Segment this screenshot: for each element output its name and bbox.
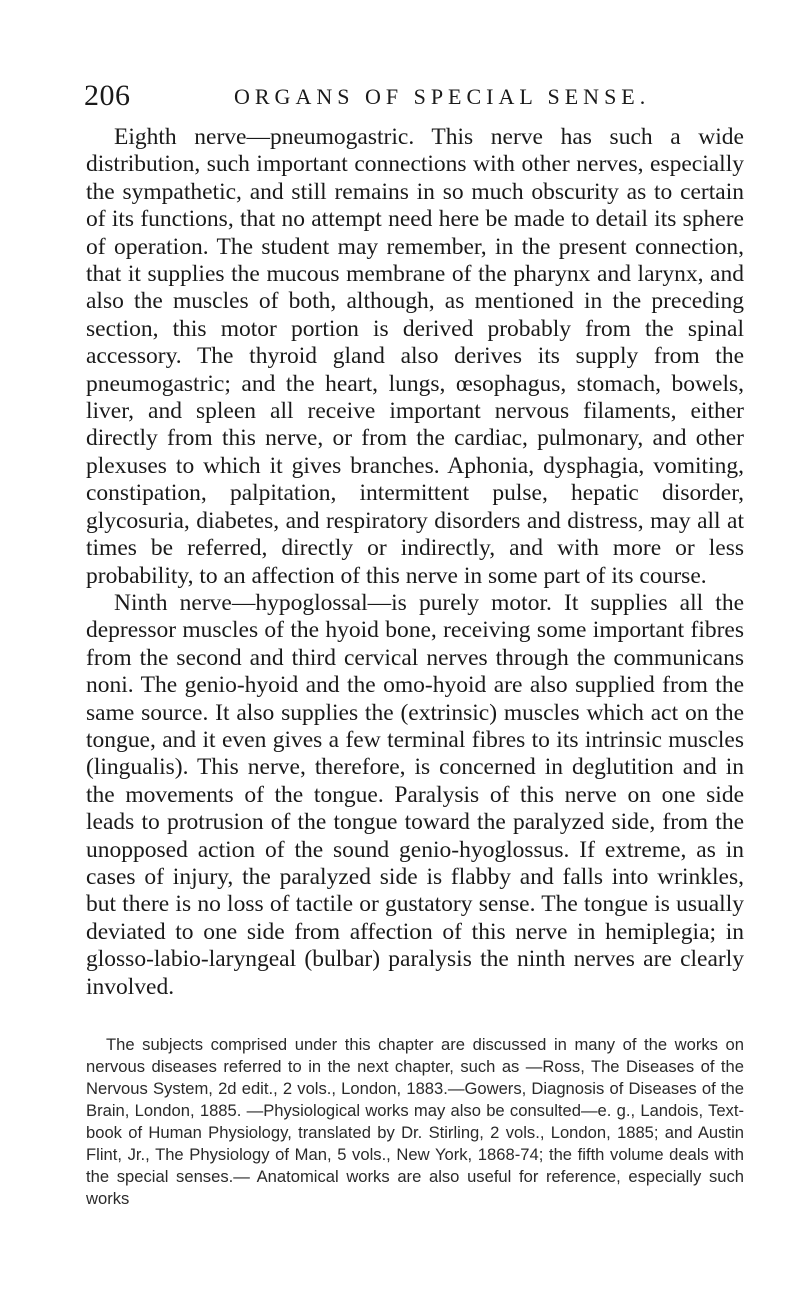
footnote xyxy=(86,1034,744,1210)
paragraph-ninth-nerve: Ninth nerve—hypoglossal—is purely motor. It supplies all the depressor muscles of the hyoid bone, receiving some important fibres from the second and third cervical nerves through the communicans noni. The genio-hyoid and the omo-hyoid are also supplied from the same source. It also supplies the (extrinsic) muscles which act on the tongue, and it even gives a few terminal fibres to its intrinsic muscles (lingualis). This nerve, therefore, is concerned in deglutition and in the movements of the tongue. Paralysis of this nerve on one side leads to protrusion of the tongue toward the paralyzed side, from the unopposed action of the sound genio-hyoglossus. If extreme, as in cases of injury, the paralyzed side is flabby and falls into wrinkles, but there is no loss of tactile or gustatory sense. The tongue is usually deviated to one side from affection of this nerve in hemiplegia; in glosso-labio-laryngeal (bulbar) paralysis the ninth nerves are clearly involved. xyxy=(86,589,744,1000)
page-number: 206 xyxy=(84,79,131,112)
body-text xyxy=(86,124,744,1001)
page-header xyxy=(84,78,744,114)
running-head: ORGANS OF SPECIAL SENSE. xyxy=(234,84,651,109)
paragraph-eighth-nerve: Eighth nerve—pneumogastric. This nerve has such a wide distribution, such important connections with other nerves, especially the sympathetic, and still remains in so much obscurity as to certain of its functions, that no attempt need here be made to detail its sphere of operation. The student may remember, in the present connection, that it supplies the mucous membrane of the pharynx and larynx, and also the muscles of both, although, as mentioned in the preceding section, this motor portion is derived probably from the spinal accessory. The thyroid gland also derives its supply from the pneumogastric; and the heart, lungs, œsophagus, stomach, bowels, liver, and spleen all receive important nervous filaments, either directly from this nerve, or from the cardiac, pulmonary, and other plexuses to which it gives branches. Aphonia, dysphagia, vomiting, constipation, palpitation, intermittent pulse, hepatic disorder, glycosuria, diabetes, and respiratory disorders and distress, may all at times be referred, directly or indirectly, and with more or less probability, to an affection of this nerve in some part of its course. xyxy=(86,124,744,589)
footnote-text: The subjects comprised under this chapter are discussed in many of the works on nervous diseases referred to in the next chapter, such as —Ross, The Diseases of the Nervous System, 2d edit., 2 vols., London, 1883.—Gowers, Diagnosis of Diseases of the Brain, London, 1885. —Physiological works may also be consulted—e. g., Landois, Text-book of Human Physiology, translated by Dr. Stirling, 2 vols., London, 1885; and Austin Flint, Jr., The Physiology of Man, 5 vols., New York, 1868-74; the fifth volume deals with the special senses.— Anatomical works are also useful for reference, especially such works xyxy=(86,1035,744,1208)
